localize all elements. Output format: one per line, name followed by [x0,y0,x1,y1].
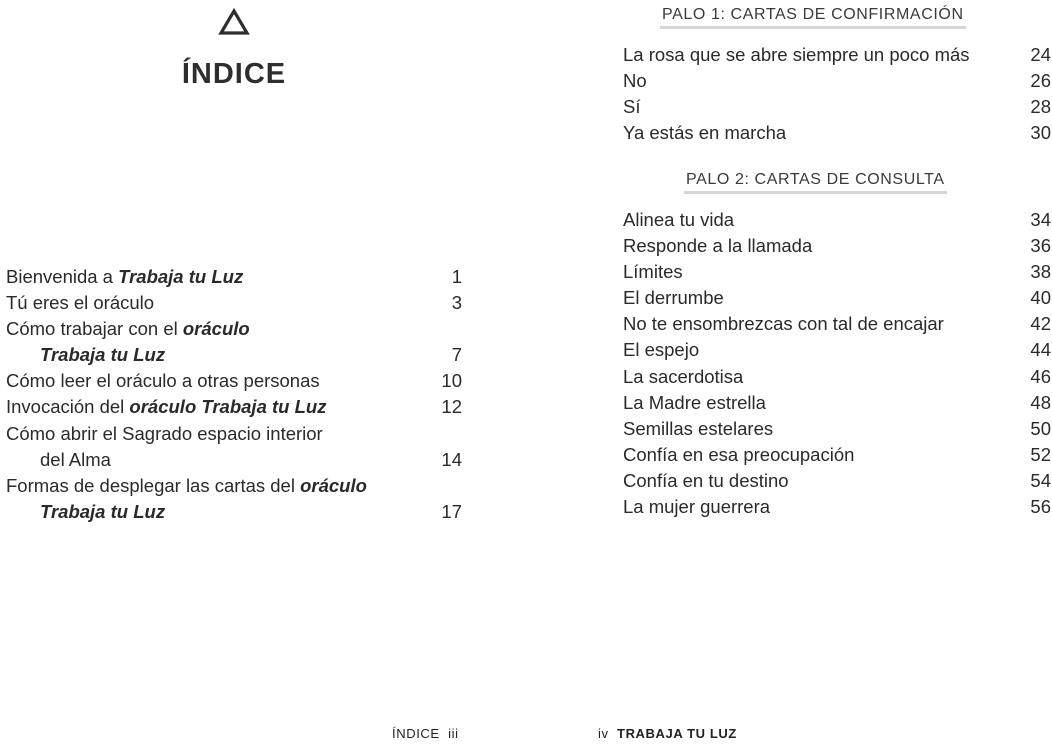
card-entry [623,416,1051,442]
card-entry [623,468,1051,494]
toc-entry-title-text: Bienvenida a [6,266,119,287]
toc-entry-title-emphasis: oráculo [182,318,250,340]
card-page: 24 [1030,44,1051,65]
card-title: La rosa que se abre siempre un poco más [623,44,970,65]
toc-entry-title-text: Cómo abrir el Sagrado espacio interior [6,422,323,444]
toc-entry [6,473,462,499]
toc-entry-title [6,499,165,525]
toc-entry-title [6,316,250,342]
card-title: La Madre estrella [623,391,766,413]
card-page: 54 [1030,469,1051,491]
card-page: 50 [1030,417,1051,439]
suit-1-card-list [623,42,1051,146]
card-title: Límites [623,261,683,283]
toc-entry-page: 14 [441,448,462,470]
card-page: 52 [1030,443,1051,465]
card-entry [623,364,1051,390]
card-page: 48 [1030,391,1051,413]
toc-entry-title-emphasis: oráculo [300,474,367,496]
footer-label: ÍNDICE [392,726,440,741]
card-entry [623,390,1051,416]
toc-entry-title [6,473,367,499]
toc-entry-title [6,290,154,316]
card-title: El espejo [623,339,700,361]
toc-entry [6,264,462,290]
suit-1-heading: PALO 1: CARTAS DE CONFIRMACIÓN [660,6,966,29]
card-entry [623,94,1051,120]
footer-page-number: iii [448,726,459,741]
toc-entry-title [6,447,111,473]
card-entry [623,42,1051,68]
card-page: 26 [1030,70,1051,92]
card-entry [623,337,1051,363]
card-page: 30 [1030,122,1051,144]
card-page: 44 [1030,339,1051,361]
toc-entry-title [6,368,320,394]
toc-entry [6,499,462,525]
card-entry [623,120,1051,146]
card-page: 38 [1030,261,1051,283]
card-title: Confía en tu destino [623,469,789,491]
toc-entry-page: 12 [441,396,462,418]
card-entry [623,494,1051,520]
toc-entry-title-text: Tú eres el oráculo [6,292,155,314]
toc-entry-page: 10 [441,370,462,392]
toc-entry-title-text: Cómo leer el oráculo a otras personas [6,370,320,392]
toc-entry [6,316,462,342]
card-title: No [623,70,647,92]
card-entry [623,207,1051,233]
card-title: Semillas estelares [623,417,774,439]
suit-2-heading: PALO 2: CARTAS DE CONSULTA [684,171,947,194]
footer-left [392,726,459,741]
card-page: 40 [1030,287,1051,309]
toc-entry-title-emphasis: Trabaja tu Luz [118,266,244,287]
card-entry [623,68,1051,94]
toc-entry-title [6,264,243,290]
toc-entry-title-text: Formas de desplegar las cartas del [6,474,301,496]
card-entry [623,442,1051,468]
toc-entry [6,290,462,316]
card-title: Confía en esa preocupación [623,443,855,465]
left-page [0,0,520,748]
card-entry [623,285,1051,311]
card-title: Alinea tu vida [623,209,735,230]
toc-entry-page: 17 [441,500,462,522]
toc-entry-title [6,394,326,420]
card-title: La sacerdotisa [623,365,744,387]
card-title: No te ensombrezcas con tal de encajar [623,313,944,335]
toc-entry-title-emphasis: oráculo Trabaja tu Luz [129,396,327,418]
toc-entry-title [6,421,323,447]
card-page: 36 [1030,235,1051,257]
table-of-contents [6,264,462,525]
toc-entry [6,342,462,368]
toc-entry-title [6,342,165,368]
toc-entry-title-text: del Alma [40,448,111,470]
toc-entry-page: 7 [451,344,462,366]
toc-entry-title-text: Invocación del [6,396,130,418]
card-entry [623,233,1051,259]
card-title: Sí [623,96,641,118]
toc-entry [6,421,462,447]
card-title: La mujer guerrera [623,496,771,518]
footer-page-number: iv [598,726,609,741]
card-page: 34 [1030,209,1051,230]
toc-entry-title-text: Cómo trabajar con el [6,318,183,340]
toc-entry [6,394,462,420]
card-title: Responde a la llamada [623,235,813,257]
toc-entry [6,368,462,394]
triangle-icon [218,8,250,36]
card-title: El derrumbe [623,287,724,309]
card-page: 28 [1030,96,1051,118]
toc-entry-page: 1 [451,266,462,287]
suit-2-card-list [623,207,1051,520]
toc-entry-page: 3 [451,292,462,314]
toc-entry-title-emphasis: Trabaja tu Luz [40,344,166,366]
footer-label: TRABAJA TU LUZ [617,726,737,741]
card-page: 46 [1030,365,1051,387]
card-title: Ya estás en marcha [623,122,787,144]
page-title: ÍNDICE [181,58,287,90]
card-page: 42 [1030,313,1051,335]
card-entry [623,259,1051,285]
card-page: 56 [1030,496,1051,518]
toc-entry [6,447,462,473]
card-entry [623,311,1051,337]
toc-entry-title-emphasis: Trabaja tu Luz [40,500,166,522]
right-page [560,0,1052,748]
footer-right [598,726,737,741]
